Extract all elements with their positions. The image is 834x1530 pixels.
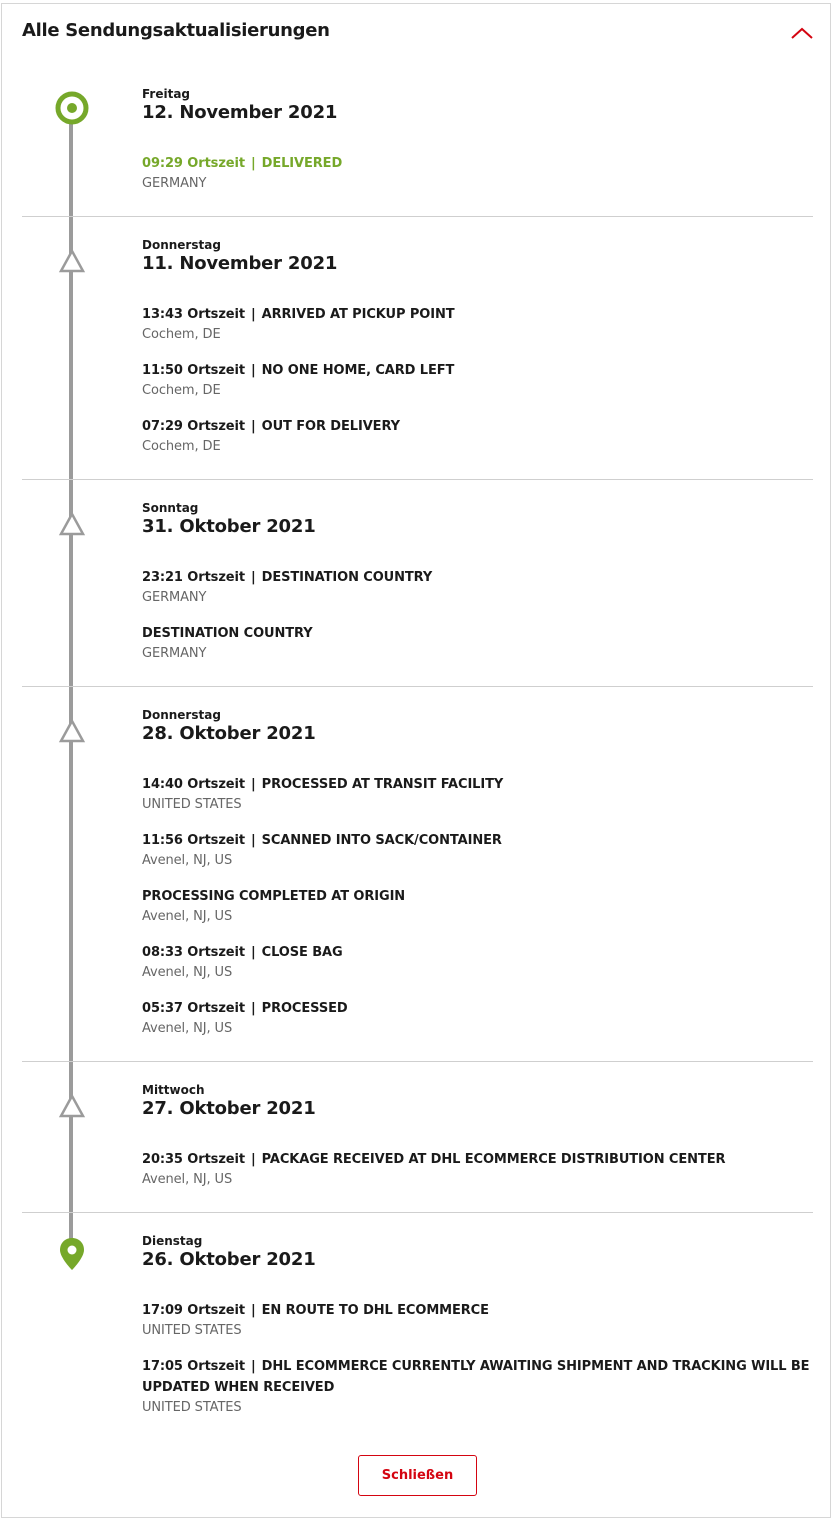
event-title — [142, 1356, 809, 1377]
event-title — [142, 774, 503, 795]
event-location: Avenel, NJ, US — [142, 1172, 233, 1187]
event-time: 11:50 Ortszeit — [142, 363, 245, 378]
event-title — [142, 304, 455, 325]
event-location: GERMANY — [142, 590, 207, 605]
section-date: 28. Oktober 2021 — [142, 723, 316, 744]
event-location: Avenel, NJ, US — [142, 909, 233, 924]
event-status: PROCESSED AT TRANSIT FACILITY — [261, 777, 504, 792]
event-location: Avenel, NJ, US — [142, 1021, 233, 1036]
event-location: UNITED STATES — [142, 1323, 242, 1338]
section-date: 27. Oktober 2021 — [142, 1098, 316, 1119]
event-status: DESTINATION COUNTRY — [261, 570, 433, 585]
section-date: 26. Oktober 2021 — [142, 1249, 316, 1270]
event-title — [142, 153, 342, 174]
separator: | — [250, 570, 256, 585]
section-weekday: Donnerstag — [142, 238, 221, 252]
section-divider — [22, 479, 813, 480]
triangle-step-icon — [58, 1093, 86, 1119]
event-status: SCANNED INTO SACK/CONTAINER — [261, 833, 502, 848]
event-location: Cochem, DE — [142, 383, 221, 398]
section-weekday: Dienstag — [142, 1234, 203, 1248]
event-location: Cochem, DE — [142, 439, 221, 454]
separator: | — [250, 945, 256, 960]
separator: | — [250, 833, 256, 848]
event-status: PROCESSED — [261, 1001, 348, 1016]
event-status: EN ROUTE TO DHL ECOMMERCE — [261, 1303, 489, 1318]
section-weekday: Donnerstag — [142, 708, 221, 722]
event-time: 08:33 Ortszeit — [142, 945, 245, 960]
shipment-updates-panel — [1, 3, 831, 1518]
section-divider — [22, 1061, 813, 1062]
event-time: 20:35 Ortszeit — [142, 1152, 245, 1167]
separator: | — [250, 156, 256, 171]
separator: | — [250, 363, 256, 378]
event-status: DHL ECOMMERCE CURRENTLY AWAITING SHIPMENT AND TRACKING WILL BE — [261, 1359, 810, 1374]
event-time: 05:37 Ortszeit — [142, 1001, 245, 1016]
separator: | — [250, 1303, 256, 1318]
event-title — [142, 830, 502, 851]
separator: | — [250, 1359, 256, 1374]
event-time: 23:21 Ortszeit — [142, 570, 245, 585]
event-title — [142, 416, 400, 437]
event-time: 11:56 Ortszeit — [142, 833, 245, 848]
event-status: CLOSE BAG — [261, 945, 343, 960]
section-weekday: Freitag — [142, 87, 191, 101]
separator: | — [250, 1152, 256, 1167]
section-divider — [22, 216, 813, 217]
event-time: 14:40 Ortszeit — [142, 777, 245, 792]
triangle-step-icon — [58, 248, 86, 274]
event-status: NO ONE HOME, CARD LEFT — [261, 363, 455, 378]
event-title — [142, 942, 343, 963]
event-status: DESTINATION COUNTRY — [142, 626, 313, 641]
event-title — [142, 360, 454, 381]
separator: | — [250, 419, 256, 434]
event-time: 09:29 Ortszeit — [142, 156, 245, 171]
event-location: UNITED STATES — [142, 797, 242, 812]
section-weekday: Mittwoch — [142, 1083, 205, 1097]
event-time: 17:05 Ortszeit — [142, 1359, 245, 1374]
section-date: 11. November 2021 — [142, 253, 338, 274]
event-location: UNITED STATES — [142, 1400, 242, 1415]
section-divider — [22, 1212, 813, 1213]
event-title — [142, 1149, 725, 1170]
separator: | — [250, 307, 256, 322]
event-location: Avenel, NJ, US — [142, 965, 233, 980]
event-title — [142, 886, 405, 907]
close-button[interactable]: Schließen — [358, 1455, 477, 1496]
triangle-step-icon — [58, 718, 86, 744]
event-time: 07:29 Ortszeit — [142, 419, 245, 434]
separator: | — [250, 777, 256, 792]
timeline-line — [69, 106, 73, 1256]
origin-pin-icon — [58, 1236, 86, 1272]
event-status: DELIVERED — [261, 156, 343, 171]
triangle-step-icon — [58, 511, 86, 537]
event-location: Cochem, DE — [142, 327, 221, 342]
event-location: Avenel, NJ, US — [142, 853, 233, 868]
event-location: GERMANY — [142, 176, 207, 191]
event-location: GERMANY — [142, 646, 207, 661]
section-weekday: Sonntag — [142, 501, 199, 515]
event-time: 13:43 Ortszeit — [142, 307, 245, 322]
section-date: 31. Oktober 2021 — [142, 516, 316, 537]
event-status: PACKAGE RECEIVED AT DHL ECOMMERCE DISTRIBUTION CENTER — [261, 1152, 726, 1167]
event-time: 17:09 Ortszeit — [142, 1303, 245, 1318]
event-title — [142, 1300, 489, 1321]
event-title — [142, 623, 313, 644]
event-status: ARRIVED AT PICKUP POINT — [261, 307, 455, 322]
event-title-continued: UPDATED WHEN RECEIVED — [142, 1380, 335, 1395]
chevron-up-icon[interactable] — [789, 25, 815, 41]
event-title — [142, 567, 432, 588]
section-divider — [22, 686, 813, 687]
separator: | — [250, 1001, 256, 1016]
delivered-target-icon — [55, 91, 89, 125]
event-status: OUT FOR DELIVERY — [261, 419, 400, 434]
panel-title: Alle Sendungsaktualisierungen — [22, 20, 330, 41]
event-status: PROCESSING COMPLETED AT ORIGIN — [142, 889, 406, 904]
section-date: 12. November 2021 — [142, 102, 338, 123]
event-title — [142, 998, 348, 1019]
